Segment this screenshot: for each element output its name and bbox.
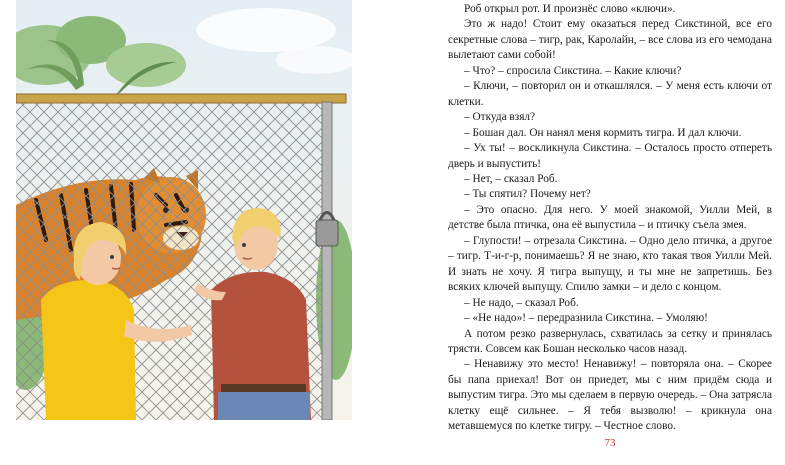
fence-post: [322, 102, 332, 420]
paragraph: – Нет, – сказал Роб.: [464, 172, 558, 185]
paragraph: – Ты спятил? Почему нет?: [464, 188, 591, 201]
paragraph: – Это опасно. Для него. У моей знакомой, Уилли Мей, в детстве была птичка, она её выпустила – и птичку съела змея.: [448, 203, 772, 232]
boy-belt: [221, 384, 306, 392]
paragraph: – Откуда взял?: [464, 111, 536, 124]
story-text: [448, 2, 772, 435]
paragraph: – Ненавижу это место! Ненавижу! – повторяла она. – Скорее бы папа приехал! Вот он приедет, мы с ним придём сюда и выпустим тигра. Это мы сделаем в первую очередь. – Она затрясла клетку ещё сильнее. – Я тебя вызволю! – крикнула она метавшемуся по клетке тигру. – Честное слово.: [448, 358, 772, 433]
paragraph: А потом резко развернулась, схватилась за сетку и принялась трясти. Совсем как Бошан несколько часов назад.: [448, 327, 772, 355]
paragraph: Это ж надо! Стоит ему оказаться перед Сикстиной, все его секретные слова – тигр, рак, Каролайн, – все слова из его чемодана вылетают сами собой!: [448, 18, 772, 62]
paragraph: – Бошан дал. Он нанял меня кормить тигра. И дал ключи.: [464, 126, 742, 139]
paragraph: – Ключи, – повторил он и откашлялся. – У меня есть ключи от клетки.: [448, 80, 772, 108]
fence-top-bar: [16, 94, 346, 103]
page-number: 73: [604, 437, 616, 449]
story-illustration: [16, 0, 352, 420]
paragraph: – Ух ты! – воскликнула Сикстина. – Осталось просто отпереть дверь и выпустить!: [448, 142, 772, 170]
paragraph: Роб открыл рот. И произнёс слово «ключи».: [464, 3, 676, 15]
paragraph: – Глупости! – отрезала Сикстина. – Одно дело птичка, а другое – тигр. Т-и-г-р, понимаешь? Я не знаю, кто такая твоя Уилли Мей. И знать не хочу. Я тигра выпущу, и ты мне не запретишь. Без всяких ключей выпущу. Спилю замки – и дело с концом.: [448, 234, 772, 294]
cloud: [196, 8, 336, 52]
paragraph: – «Не надо»! – передразнила Сикстина. – Умоляю!: [464, 312, 708, 325]
paragraph: – Не надо, – сказал Роб.: [464, 296, 579, 309]
paragraph: – Что? – спросила Сикстина. – Какие ключи?: [464, 64, 682, 77]
